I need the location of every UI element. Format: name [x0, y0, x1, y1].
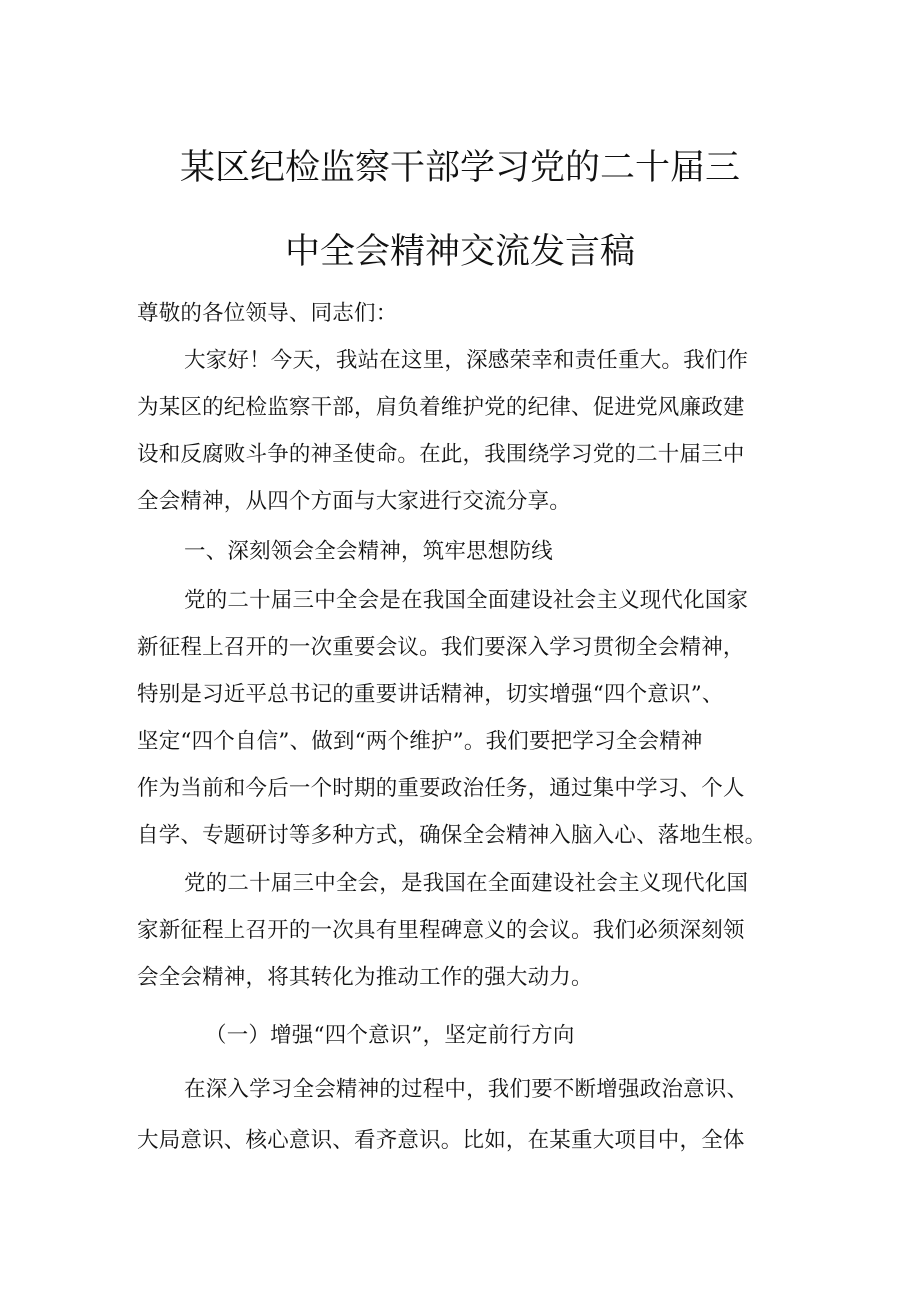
section-heading: 一、深刻领会全会精神，筑牢思想防线 — [184, 539, 553, 564]
paragraph-line: 大局意识、核心意识、看齐意识。比如，在某重大项目中，全体 — [137, 1128, 745, 1153]
paragraph-line: 会全会精神，将其转化为推动工作的强大动力。 — [137, 965, 593, 990]
paragraph-line: 设和反腐败斗争的神圣使命。在此，我围绕学习党的二十届三中 — [137, 442, 745, 467]
paragraph-line: 特别是习近平总书记的重要讲话精神，切实增强“四个意识”、 — [137, 682, 724, 707]
salutation: 尊敬的各位领导、同志们： — [137, 301, 398, 326]
document-title-line-2: 中全会精神交流发言稿 — [284, 232, 635, 272]
paragraph-line: 全会精神，从四个方面与大家进行交流分享。 — [137, 489, 572, 514]
subsection-heading: （一）增强“四个意识”，坚定前行方向 — [205, 1023, 575, 1048]
paragraph-line: 党的二十届三中全会，是我国在全面建设社会主义现代化国 — [184, 871, 749, 896]
paragraph-line: 在深入学习全会精神的过程中，我们要不断增强政治意识、 — [184, 1077, 749, 1102]
document-title-line-1: 某区纪检监察干部学习党的二十届三 — [179, 148, 740, 188]
paragraph-line: 自学、专题研讨等多种方式，确保全会精神入脑入心、落地生根。 — [137, 823, 767, 848]
paragraph-line: 坚定“四个自信”、做到“两个维护”。我们要把学习全会精神 — [137, 729, 703, 754]
paragraph-line: 家新征程上召开的一次具有里程碑意义的会议。我们必须深刻领 — [137, 918, 745, 943]
paragraph-line: 大家好！今天，我站在这里，深感荣幸和责任重大。我们作 — [184, 348, 749, 373]
paragraph-line: 为某区的纪检监察干部，肩负着维护党的纪律、促进党风廉政建 — [137, 395, 745, 420]
paragraph-line: 党的二十届三中全会是在我国全面建设社会主义现代化国家 — [184, 588, 749, 613]
paragraph-line: 作为当前和今后一个时期的重要政治任务，通过集中学习、个人 — [137, 776, 745, 801]
paragraph-line: 新征程上召开的一次重要会议。我们要深入学习贯彻全会精神， — [137, 635, 745, 660]
